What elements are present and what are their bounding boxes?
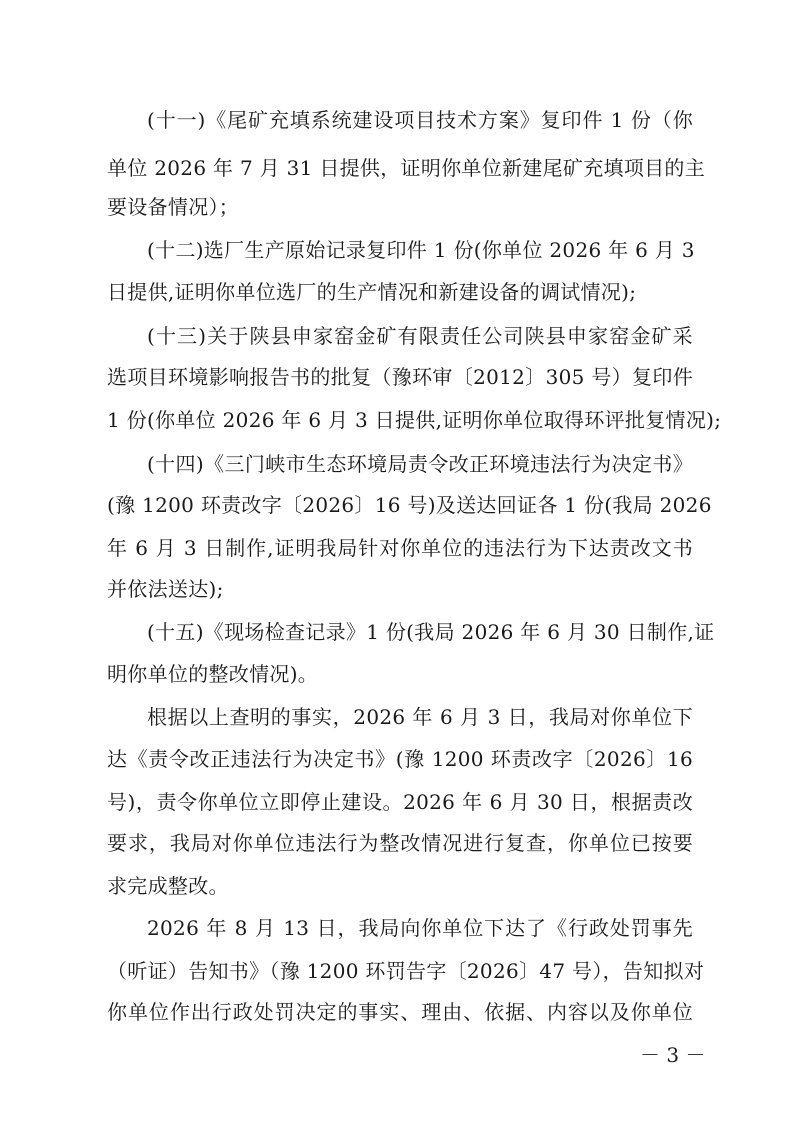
paragraph-6-line-1: 根据以上查明的事实，2026 年 6 月 3 日，我局对你单位下: [147, 705, 693, 729]
paragraph-3-line-1: (十三)关于陕县申家窑金矿有限责任公司陕县申家窑金矿采: [147, 324, 693, 348]
paragraph-7-line-3: 你单位作出行政处罚决定的事实、理由、依据、内容以及你单位: [107, 1000, 693, 1024]
paragraph-4-line-1: (十四)《三门峡市生态环境局责令改正环境违法行为决定书》: [147, 452, 693, 476]
paragraph-1-line-3: 要设备情况）；: [107, 195, 240, 219]
paragraph-2-line-1: (十二)选厂生产原始记录复印件 1 份(你单位 2026 年 6 月 3: [147, 238, 695, 262]
paragraph-3-line-2: 选项目环境影响报告书的批复（豫环审〔2012〕305 号）复印件: [107, 365, 693, 389]
paragraph-4-line-3: 年 6 月 3 日制作,证明我局针对你单位的违法行为下达责改文书: [107, 536, 693, 560]
paragraph-2-line-2: 日提供,证明你单位选厂的生产情况和新建设备的调试情况);: [107, 280, 637, 304]
paragraph-3-line-3: 1 份(你单位 2026 年 6 月 3 日提供,证明你单位取得环评批复情况);: [107, 408, 722, 432]
page-number: － 3 －: [640, 1043, 706, 1067]
paragraph-4-line-4: 并依法送达);: [107, 577, 224, 601]
paragraph-6-line-5: 求完成整改。: [107, 874, 229, 898]
paragraph-7-line-2: （听证）告知书》（豫 1200 环罚告字〔2026〕47 号），告知拟对: [107, 959, 705, 983]
paragraph-6-line-2: 达《责令改正违法行为决定书》(豫 1200 环责改字〔2026〕16: [107, 747, 693, 771]
paragraph-5-line-1: (十五)《现场检查记录》1 份(我局 2026 年 6 月 30 日制作,证: [147, 620, 715, 644]
paragraph-1-line-2: 单位 2026 年 7 月 31 日提供，证明你单位新建尾矿充填项目的主: [107, 156, 706, 180]
paragraph-6-line-3: 号)，责令你单位立即停止建设。2026 年 6 月 30 日，根据责改: [107, 790, 693, 814]
paragraph-5-line-2: 明你单位的整改情况)。: [107, 662, 319, 686]
paragraph-1-line-1: (十一)《尾矿充填系统建设项目技术方案》复印件 1 份（你: [147, 108, 693, 132]
paragraph-4-line-2: (豫 1200 环责改字〔2026〕16 号)及送达回证各 1 份(我局 2026: [107, 493, 712, 517]
paragraph-7-line-1: 2026 年 8 月 13 日，我局向你单位下达了《行政处罚事先: [147, 916, 693, 940]
paragraph-6-line-4: 要求，我局对你单位违法行为整改情况进行复查，你单位已按要: [107, 831, 693, 855]
